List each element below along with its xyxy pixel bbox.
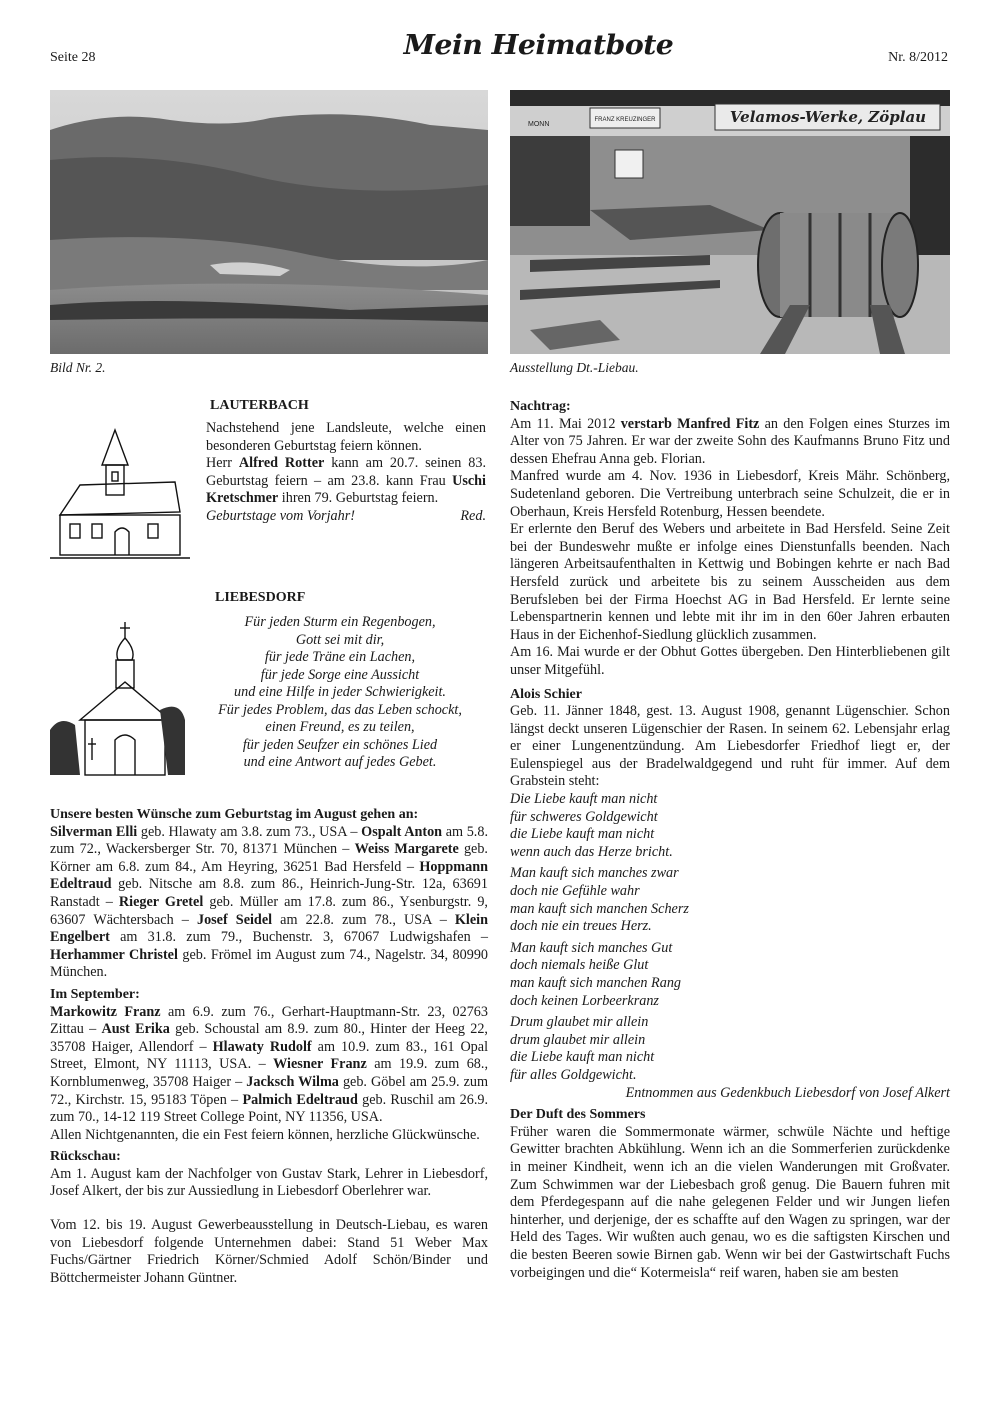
lauterbach-church-drawing xyxy=(50,420,190,560)
september-list: Markowitz Franz am 6.9. zum 76., Gerhart-Hauptmann-Str. 23, 02763 Zittau – Aust Erika geb. Schoustal am 8.9. zum 80., Hinter der Heeg 22, 35708 Haiger, Allendorf – Hlawaty Rudolf am 10.9. zum 83., 161 Opal Street, Elmont, NY 11113, USA. – Wiesner Franz am 19.9. zum 68., Kornblumenweg, 35708 Haiger – Jacksch Wilma geb. Göbel am 25.9. zum 72., Kirchstr. 15, 95183 Töpen – Palmich Edeltraud geb. Ruschil am 26.9. zum 70., 14-12 119 Street College Point, NY 11356, USA. xyxy=(50,1003,489,1126)
alois-p1: Geb. 11. Jänner 1848, gest. 13. August 1908, genannt Lügenschier. Schon längst deckt unseren Lügenschier der Rasen. In seinem 62. Lebensjahr erlag er einer Lungenentzündung. Am Liebesdorfer Friedhof liegt er, der Eulenspiegel aus der Bradelwaldgegend und ruht für immer. Auf dem Grabstein steht: xyxy=(510,703,950,790)
duft-heading: Der Duft des Sommers xyxy=(510,1107,646,1123)
wishes-closing: Allen Nichtgenannten, die ein Fest feiern können, herzliche Glückwünsche. xyxy=(50,1126,480,1143)
exhibition-photo xyxy=(510,90,950,354)
poem-line: Für jedes Problem, das das Leben schockt, xyxy=(218,701,462,718)
poem-line: einen Freund, es zu teilen, xyxy=(265,719,415,735)
lauterbach-intro: Nachstehend jene Landsleute, welche einen besonderen Geburtstag feiern können. xyxy=(206,420,486,454)
nachtrag-p2: Manfred wurde am 4. Nov. 1936 in Liebesdorf, Kreis Mähr. Schönberg, Sudetenland geboren. Die Vertreibung unterbrach seine Schulzeit, die er in Oberhaun, Kreis Hersfeld Rotenburg, Hessen beendete. xyxy=(510,468,950,520)
right-photo-caption: Ausstellung Dt.-Liebau. xyxy=(510,360,639,375)
left-photo-caption: Bild Nr. 2. xyxy=(50,360,106,375)
poem-stanza: Man kauft sich manches zwar doch nie Gefühle wahr man kauft sich manchen Scherz doch nie ein treues Herz. xyxy=(510,865,689,935)
poem-line: Für jeden Sturm ein Regenbogen, xyxy=(244,614,436,630)
poem-line: und eine Hilfe in jeder Schwierigkeit. xyxy=(234,684,446,700)
landscape-illustration xyxy=(50,90,488,354)
poem-line: Gott sei mit dir, xyxy=(295,631,385,648)
landscape-photo xyxy=(50,90,488,354)
lauterbach-birthdays: Herr Alfred Rotter kann am 20.7. seinen 83. Geburtstag feiern – am 23.8. kann Frau Uschi Kretschmer ihren 79. Geburtstag feiern. xyxy=(206,455,487,507)
poem-stanza: Man kauft sich manches Gut doch niemals heiße Glut man kauft sich manchen Rang doch keinen Lorbeerkranz xyxy=(510,939,682,1009)
exhibition-sign-left: MONN xyxy=(528,121,550,128)
september-heading: Im September: xyxy=(50,986,140,1002)
rueckschau-p1: Am 1. August kam der Nachfolger von Gustav Stark, Lehrer in Liebesdorf, Josef Alkert, der bis zur Aussiedlung in Liebesdorf Oberlehrer war. xyxy=(50,1165,488,1200)
liebesdorf-poem xyxy=(195,614,485,772)
issue-number: Nr. 8/2012 xyxy=(888,50,948,65)
nachtrag-p4: Am 16. Mai wurde er der Obhut Gottes übergeben. Den Hinterbliebenen gilt unser Mitgefühl. xyxy=(510,644,950,678)
exhibition-illustration xyxy=(510,90,950,354)
page-number: Seite 28 xyxy=(50,50,96,65)
poem-line: und eine Antwort auf jedes Gebet. xyxy=(243,754,437,770)
poem-stanza: Drum glaubet mir allein drum glaubet mir allein die Liebe kauft man nicht für alles Goldgewicht. xyxy=(510,1014,655,1083)
liebesdorf-heading: LIEBESDORF xyxy=(215,590,306,605)
exhibition-sign-main: Velamos-Werke, Zöplau xyxy=(729,108,927,126)
poem-stanza: Die Liebe kauft man nicht für schweres Goldgewicht die Liebe kauft man nicht wenn auch das Herze bricht. xyxy=(510,791,673,860)
wishes-heading: Unsere besten Wünsche zum Geburtstag im August gehen an: xyxy=(50,807,419,822)
lauterbach-text xyxy=(206,420,486,526)
duft-p1: Früher waren die Sommermonate wärmer, schwüle Nächte und heftige Gewitter brachten Abkühlung. Wenn ich an die Sommerferien zurückdenke in meiner Kindheit, wenn ich an die vielen Wanderungen mit Großvater. Zum Schwimmen war der Liebesbach groß genug. Die Bauern fuhren mit dem Pferdegespann auf die nahe gelegenen Felder und wir Jungen liefen hinterher, und derjenige, der es schaffte auf den Wagen zu springen, war der Held des Tages. Wir wußten auch genau, wo es die saftigsten Kirschen und die besten Beeren sowie Birnen gab. Wenn wir bei der Gastwirtschaft Fuchs vorbeigingen und die“ Kotermeisla“ reif waren, haben sie am besten xyxy=(510,1123,950,1281)
poem-line: für jeden Seufzer ein schönes Lied xyxy=(242,736,438,753)
rueckschau-heading: Rückschau: xyxy=(50,1149,121,1165)
nachtrag-p1: Am 11. Mai 2012 verstarb Manfred Fitz an den Folgen eines Sturzes im Alter von 75 Jahren. Er war der zweite Sohn des Kaufmanns Bruno Fitz und dessen Ehefrau Anna geb. Florian. xyxy=(510,415,950,467)
lauterbach-note: Geburtstage vom Vorjahr! Red. xyxy=(206,507,486,524)
poem-line: für jede Träne ein Lachen, xyxy=(264,649,416,665)
rueckschau-p2: Vom 12. bis 19. August Gewerbeausstellung in Deutsch-Liebau, es waren von Liebesdorf folgende Unternehmen dabei: Stand 51 Weber Max Fuchs/Gärtner Friedrich Körner/Schmied Adolf Schön/Binder und Böttchermeister Johann Güntner. xyxy=(50,1217,488,1286)
lauterbach-heading: LAUTERBACH xyxy=(210,398,309,413)
august-list: Silverman Elli geb. Hlawaty am 3.8. zum 73., USA – Ospalt Anton am 5.8. zum 72., Wackersberger Str. 70, 81371 München – Weiss Margarete geb. Körner am 6.8. zum 84., Am Heyring, 36251 Bad Hersfeld – Hoppmann Edeltraud geb. Nitsche am 8.8. zum 86., Heinrich-Jung-Str. 12a, 63691 Ranstadt – Rieger Gretel geb. Müller am 17.8. zum 86., Ysenburgstr. 9, 63607 Wächtersbach – Josef Seidel am 22.8. zum 78., USA – Klein Engelbert am 31.8. zum 79., Buchenstr. 3, 67067 Ludwigshafen – Herhammer Christel geb. Frömel im August zum 74., Nagelstr. 34, 80990 München. xyxy=(50,823,489,981)
liebesdorf-chapel-drawing xyxy=(50,620,185,780)
alois-source: Entnommen aus Gedenkbuch Liebesdorf von Josef Alkert xyxy=(625,1084,950,1101)
poem-line: für jede Sorge eine Aussicht xyxy=(260,666,420,683)
nachtrag-p3: Er erlernte den Beruf des Webers und arbeitete in Bad Hersfeld. Seine Zeit bei der Bundeswehr mußte er infolge eines Dienstunfalls beenden. Nach längeren Arbeitsaufenthalten in Kettwig und Bobingen kehrte er nach Bad Hersfeld zurück und arbeitete bis zu seinem Ausscheiden aus dem Berufsleben bei der Firma Hoechst AG in Bad Hersfeld. Er lernte seine Lebenspartnerin kennen und lebte mit ihr im in den 60er Jahren erbauten Haus in der Eichenhof-Siedlung glücklich zusammen. xyxy=(510,521,950,643)
right-column xyxy=(510,398,950,1282)
masthead-title: Mein Heimatbote xyxy=(403,30,674,61)
birthday-wishes xyxy=(50,806,488,1287)
alois-heading: Alois Schier xyxy=(510,686,582,702)
exhibition-sign-small: FRANZ KREUZINGER xyxy=(594,117,656,123)
gravestone-poem xyxy=(510,791,950,1085)
nachtrag-heading: Nachtrag: xyxy=(510,399,571,414)
